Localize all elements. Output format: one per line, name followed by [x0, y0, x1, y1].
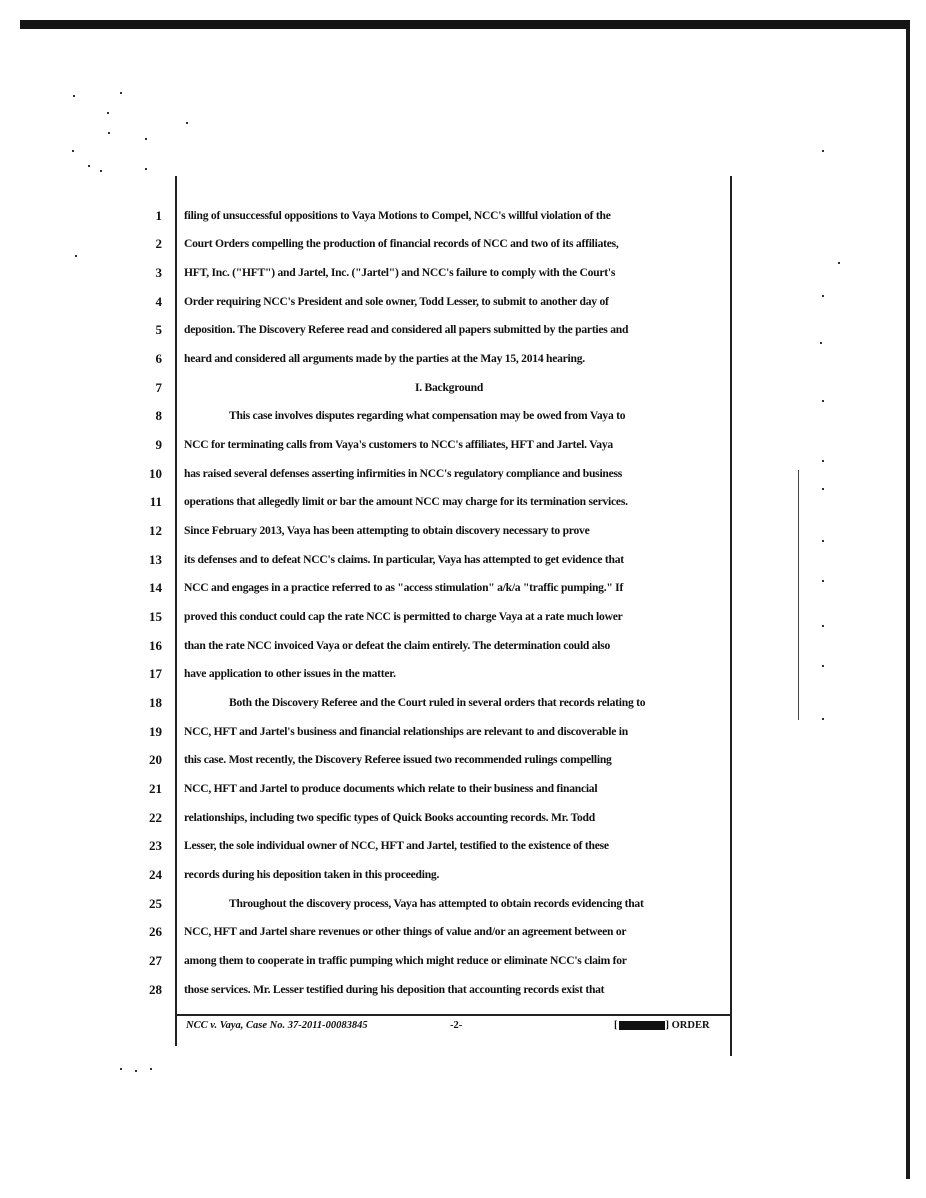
- footer-case-caption: NCC v. Vaya, Case No. 37-2011-00083845: [186, 1020, 368, 1031]
- redaction-block: [619, 1021, 665, 1030]
- scan-speck: [145, 168, 147, 170]
- right-margin-rule: [730, 176, 732, 1056]
- footer-title-text: ORDER: [671, 1020, 710, 1031]
- footer-rule: [177, 1014, 730, 1016]
- scan-speck: [107, 112, 109, 114]
- line-number: 16: [149, 638, 162, 653]
- scan-speck: [72, 150, 74, 152]
- line-number: 19: [149, 724, 162, 739]
- scan-speck: [150, 1068, 152, 1070]
- scan-speck: [822, 488, 824, 490]
- scan-speck: [145, 138, 147, 140]
- body-text-line: have application to other issues in the matter.: [184, 667, 396, 680]
- body-text-line: records during his deposition taken in this proceeding.: [184, 868, 440, 881]
- line-number: 22: [149, 810, 162, 825]
- scan-speck: [822, 580, 824, 582]
- body-text-line: Lesser, the sole individual owner of NCC, HFT and Jartel, testified to the existence of these: [184, 839, 609, 852]
- body-text-line: Court Orders compelling the production of financial records of NCC and two of its affiliates,: [184, 237, 619, 250]
- line-number: 10: [149, 466, 162, 481]
- line-number: 2: [155, 236, 162, 251]
- line-number: 21: [149, 781, 162, 796]
- body-text-line: Both the Discovery Referee and the Court ruled in several orders that records relating to: [229, 696, 646, 709]
- body-text-line: those services. Mr. Lesser testified during his deposition that accounting records exist that: [184, 983, 605, 996]
- scan-speck: [73, 95, 75, 97]
- line-number: 3: [155, 265, 162, 280]
- right-scan-edge: [906, 29, 910, 1179]
- left-margin-rule: [175, 176, 177, 1046]
- scan-speck: [822, 400, 824, 402]
- scan-speck: [822, 540, 824, 542]
- body-text-line: operations that allegedly limit or bar the amount NCC may charge for its termination services.: [184, 495, 628, 508]
- line-number: 14: [149, 580, 162, 595]
- line-number: 6: [155, 351, 162, 366]
- body-text-line: Since February 2013, Vaya has been attempting to obtain discovery necessary to prove: [184, 524, 590, 537]
- scan-speck: [75, 255, 77, 257]
- line-number: 23: [149, 838, 162, 853]
- scan-speck: [120, 1068, 122, 1070]
- line-number: 11: [149, 494, 162, 509]
- footer-document-title: [ ] ORDER: [614, 1020, 710, 1031]
- line-number: 17: [149, 666, 162, 681]
- scan-speck: [108, 132, 110, 134]
- body-text-line: has raised several defenses asserting infirmities in NCC's regulatory compliance and business: [184, 467, 623, 480]
- body-text-line: its defenses and to defeat NCC's claims. In particular, Vaya has attempted to get evidence that: [184, 553, 624, 566]
- body-text-line: this case. Most recently, the Discovery Referee issued two recommended rulings compelling: [184, 753, 612, 766]
- line-number: 18: [149, 695, 162, 710]
- body-text-line: than the rate NCC invoiced Vaya or defeat the claim entirely. The determination could also: [184, 639, 611, 652]
- body-text-line: deposition. The Discovery Referee read and considered all papers submitted by the parties and: [184, 323, 629, 336]
- line-number: 24: [149, 867, 162, 882]
- body-text-line: NCC for terminating calls from Vaya's customers to NCC's affiliates, HFT and Jartel. Vaya: [184, 438, 613, 451]
- section-heading: I. Background: [414, 381, 484, 394]
- footer-page-number: -2-: [450, 1020, 463, 1031]
- line-number: 20: [149, 752, 162, 767]
- scan-speck: [88, 165, 90, 167]
- body-text-line: Throughout the discovery process, Vaya has attempted to obtain records evidencing that: [229, 897, 644, 910]
- line-number: 28: [149, 982, 162, 997]
- line-number: 8: [155, 408, 162, 423]
- line-number: 7: [155, 380, 162, 395]
- line-number: 13: [149, 552, 162, 567]
- scan-speck: [186, 122, 188, 124]
- scan-speck: [838, 262, 840, 264]
- body-text-line: proved this conduct could cap the rate NCC is permitted to charge Vaya at a rate much lower: [184, 610, 623, 623]
- line-number: 4: [155, 294, 162, 309]
- line-number: 26: [149, 924, 162, 939]
- scan-speck: [822, 460, 824, 462]
- line-number: 9: [155, 437, 162, 452]
- body-text-line: HFT, Inc. ("HFT") and Jartel, Inc. ("Jartel") and NCC's failure to comply with the Court's: [184, 266, 616, 279]
- line-number: 5: [155, 322, 162, 337]
- scan-speck: [822, 150, 824, 152]
- line-number: 27: [149, 953, 162, 968]
- body-text-line: NCC, HFT and Jartel's business and financial relationships are relevant to and discoverable in: [184, 725, 628, 738]
- line-number: 15: [149, 609, 162, 624]
- top-scan-bar: [20, 20, 910, 29]
- body-text-line: This case involves disputes regarding what compensation may be owed from Vaya to: [229, 409, 626, 422]
- line-number: 25: [149, 896, 162, 911]
- body-text-line: heard and considered all arguments made by the parties at the May 15, 2014 hearing.: [184, 352, 585, 365]
- body-text-line: NCC, HFT and Jartel share revenues or other things of value and/or an agreement between or: [184, 925, 627, 938]
- body-text-line: filing of unsuccessful oppositions to Vaya Motions to Compel, NCC's willful violation of the: [184, 209, 611, 222]
- line-number: 12: [149, 523, 162, 538]
- scan-speck: [120, 92, 122, 94]
- scan-speck: [822, 718, 824, 720]
- body-text-line: among them to cooperate in traffic pumping which might reduce or eliminate NCC's claim for: [184, 954, 627, 967]
- scan-speck: [100, 170, 102, 172]
- line-number: 1: [155, 208, 162, 223]
- body-text-line: Order requiring NCC's President and sole owner, Todd Lesser, to submit to another day of: [184, 295, 609, 308]
- scan-speck: [135, 1070, 137, 1072]
- scan-speck: [822, 295, 824, 297]
- scan-speck: [822, 665, 824, 667]
- scan-artifact-line: [798, 470, 799, 720]
- body-text-line: relationships, including two specific types of Quick Books accounting records. Mr. Todd: [184, 811, 595, 824]
- scan-speck: [820, 342, 822, 344]
- scan-speck: [822, 625, 824, 627]
- body-text-line: NCC and engages in a practice referred to as "access stimulation" a/k/a "traffic pumping." If: [184, 581, 624, 594]
- body-text-line: NCC, HFT and Jartel to produce documents which relate to their business and financial: [184, 782, 598, 795]
